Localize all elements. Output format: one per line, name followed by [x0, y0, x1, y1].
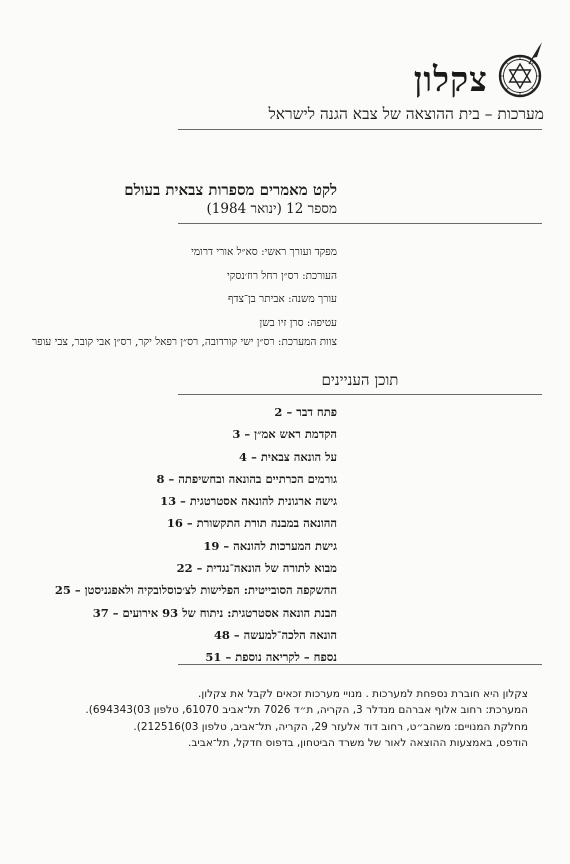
- publisher-brand: צקלון: [413, 60, 488, 100]
- toc-item: גישה ארגונית להונאה אסטרטגית – 13: [160, 494, 337, 509]
- toc-item: הונאה הלכה־למעשה – 48: [213, 627, 337, 642]
- toc-item: הקדמת ראש אמ״ן – 3: [232, 427, 337, 442]
- toc-item: ההונאה במבנה תורת התקשורת – 16: [166, 516, 337, 531]
- toc-item: פתח דבר – 2: [274, 405, 337, 419]
- issue-divider: [178, 223, 542, 224]
- table-of-contents: [55, 401, 337, 669]
- staff-line-editorial-team: צוות המערכת: רס״ן ישי קורדובה, רס״ן רפאל יקר, רס״ן אבי קובר, צבי עופר: [31, 336, 337, 348]
- staff-line-editor: העורכת: רס״ן רחל רוז׳נסקי: [227, 270, 337, 282]
- series-title: לקט מאמרים מספרות צבאית בעולם: [124, 181, 337, 199]
- publisher-subtitle: מערכות – בית ההוצאה של צבא הגנה לישראל: [268, 105, 544, 123]
- toc-item: גישת המערכות להונאה – 19: [203, 538, 337, 553]
- footer-line-printing: הודפס, באמצעות ההוצאה לאור של משרד הביטחון, בדפוס חדקל, תל־אביב.: [188, 737, 528, 750]
- footer-line-about: צקלון היא חוברת נספחת למערכות . מנויי מערכות זכאים לקבל את צקלון.: [198, 688, 528, 700]
- toc-item: הבנת הונאה אסטרטגית: ניתוח של 93 אירועים – 37: [92, 605, 337, 620]
- staff-line-cover: עטיפה: סרן זיו בשן: [259, 317, 337, 329]
- staff-line-chief-editor: מפקד ועורך ראשי: סא״ל אורי דרומי: [191, 246, 337, 258]
- publication-footer: [85, 686, 528, 752]
- toc-item: על הונאה צבאית – 4: [239, 449, 337, 464]
- footer-line-subscriptions: מחלקת המנויים: משהב״ט, רחוב דוד אלעזר 29, הקריה, תל־אביב, טלפון 03)212516).: [133, 720, 528, 733]
- toc-divider: [178, 394, 542, 395]
- toc-item: מבוא לתורה של הונאה־נגדית – 22: [176, 561, 337, 576]
- toc-item: נספח – לקריאה נוספת – 51: [205, 650, 337, 665]
- staff-line-deputy-editor: עורך משנה: אביתר בן־צדף: [227, 293, 337, 305]
- footer-line-editorial-address: המערכת: רחוב אלוף אברהם מנדלר 3, הקריה, ת״ד 7026 תל־אביב 61070, טלפון 03)694343).: [85, 704, 528, 717]
- toc-item: גורמים הכרתיים בהונאה ובחשיפתה – 8: [156, 471, 337, 486]
- issue-number: מספר 12 (ינואר 1984): [206, 201, 337, 217]
- star-of-david-emblem-icon: [496, 40, 546, 102]
- footer-divider: [178, 664, 542, 665]
- toc-item: ההשקפה הסובייטית: הפלישות לצ׳כוסלובקיה ולאפגניסטן – 25: [54, 583, 337, 598]
- toc-heading: תוכן העניינים: [321, 371, 399, 389]
- header-divider: [178, 129, 542, 130]
